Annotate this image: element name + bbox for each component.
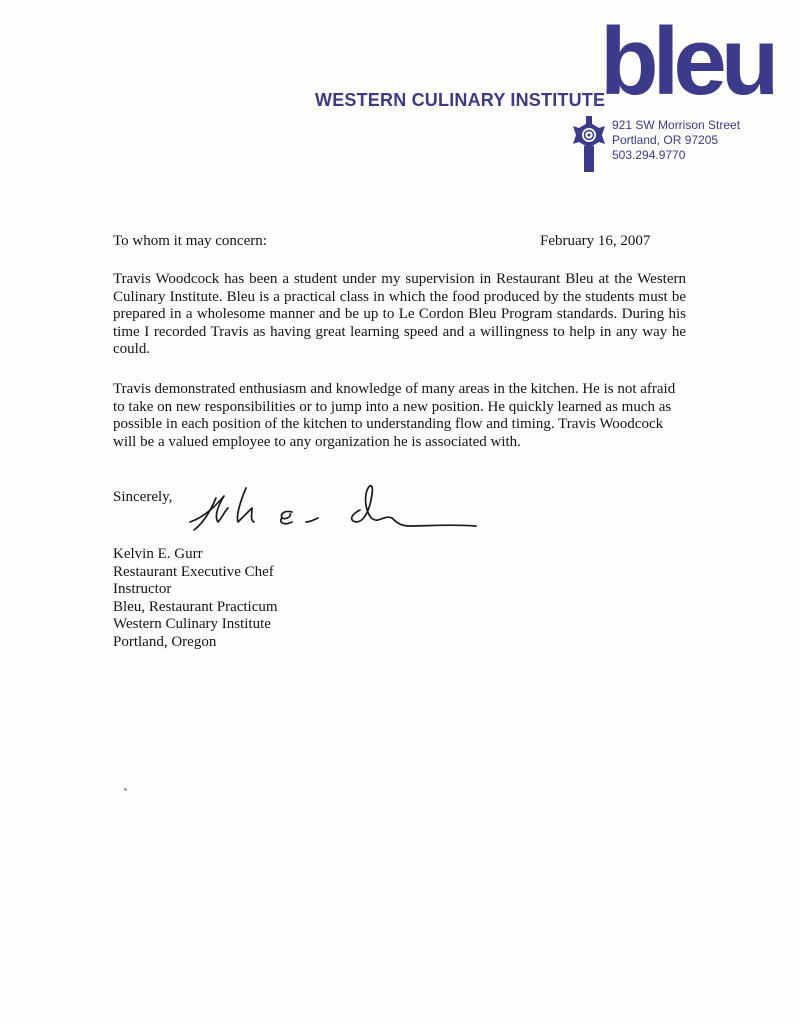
signatory-location: Portland, Oregon: [113, 633, 217, 650]
signatory-department: Bleu, Restaurant Practicum: [113, 598, 278, 615]
signatory-organization: Western Culinary Institute: [113, 616, 271, 632]
scan-speck: [124, 788, 127, 791]
signatory-name: Kelvin E. Gurr: [113, 546, 203, 562]
handwritten-signature: [188, 470, 478, 550]
closing: Sincerely,: [113, 489, 173, 505]
letterhead-address: [612, 118, 740, 163]
address-city: Portland, OR 97205: [612, 133, 719, 147]
salutation: To whom it may concern:: [113, 233, 267, 249]
institute-name: WESTERN CULINARY INSTITUTE: [315, 90, 606, 110]
signatory-role: Instructor: [113, 581, 172, 597]
paragraph-2: Travis demonstrated enthusiasm and knowledge of many areas in the kitchen. He is not afraid to take on new responsibilities or to jump into a new position. He quickly learned as much as possible in each position of the kitchen to understanding flow and timing. Travis Woodcock will be a valued employee to any organization he is associated with.: [113, 381, 676, 450]
signatory-title: Restaurant Executive Chef: [113, 563, 274, 580]
bleu-logo: bleu: [600, 8, 774, 115]
address-phone: 503.294.9770: [612, 148, 686, 162]
cordon-bleu-crest-icon: [572, 116, 606, 172]
letter-date: February 16, 2007: [540, 233, 651, 249]
address-street: 921 SW Morrison Street: [612, 118, 741, 132]
paragraph-1: Travis Woodcock has been a student under my supervision in Restaurant Bleu at the Western Culinary Institute. Bleu is a practical class in which the food produced by the students must be prepared in a wholesome manner and be up to Le Cordon Bleu Program standards. During his time I recorded Travis as having great learning speed and a willingness to help in any way he could.: [113, 271, 686, 357]
signature-block: [113, 546, 278, 651]
